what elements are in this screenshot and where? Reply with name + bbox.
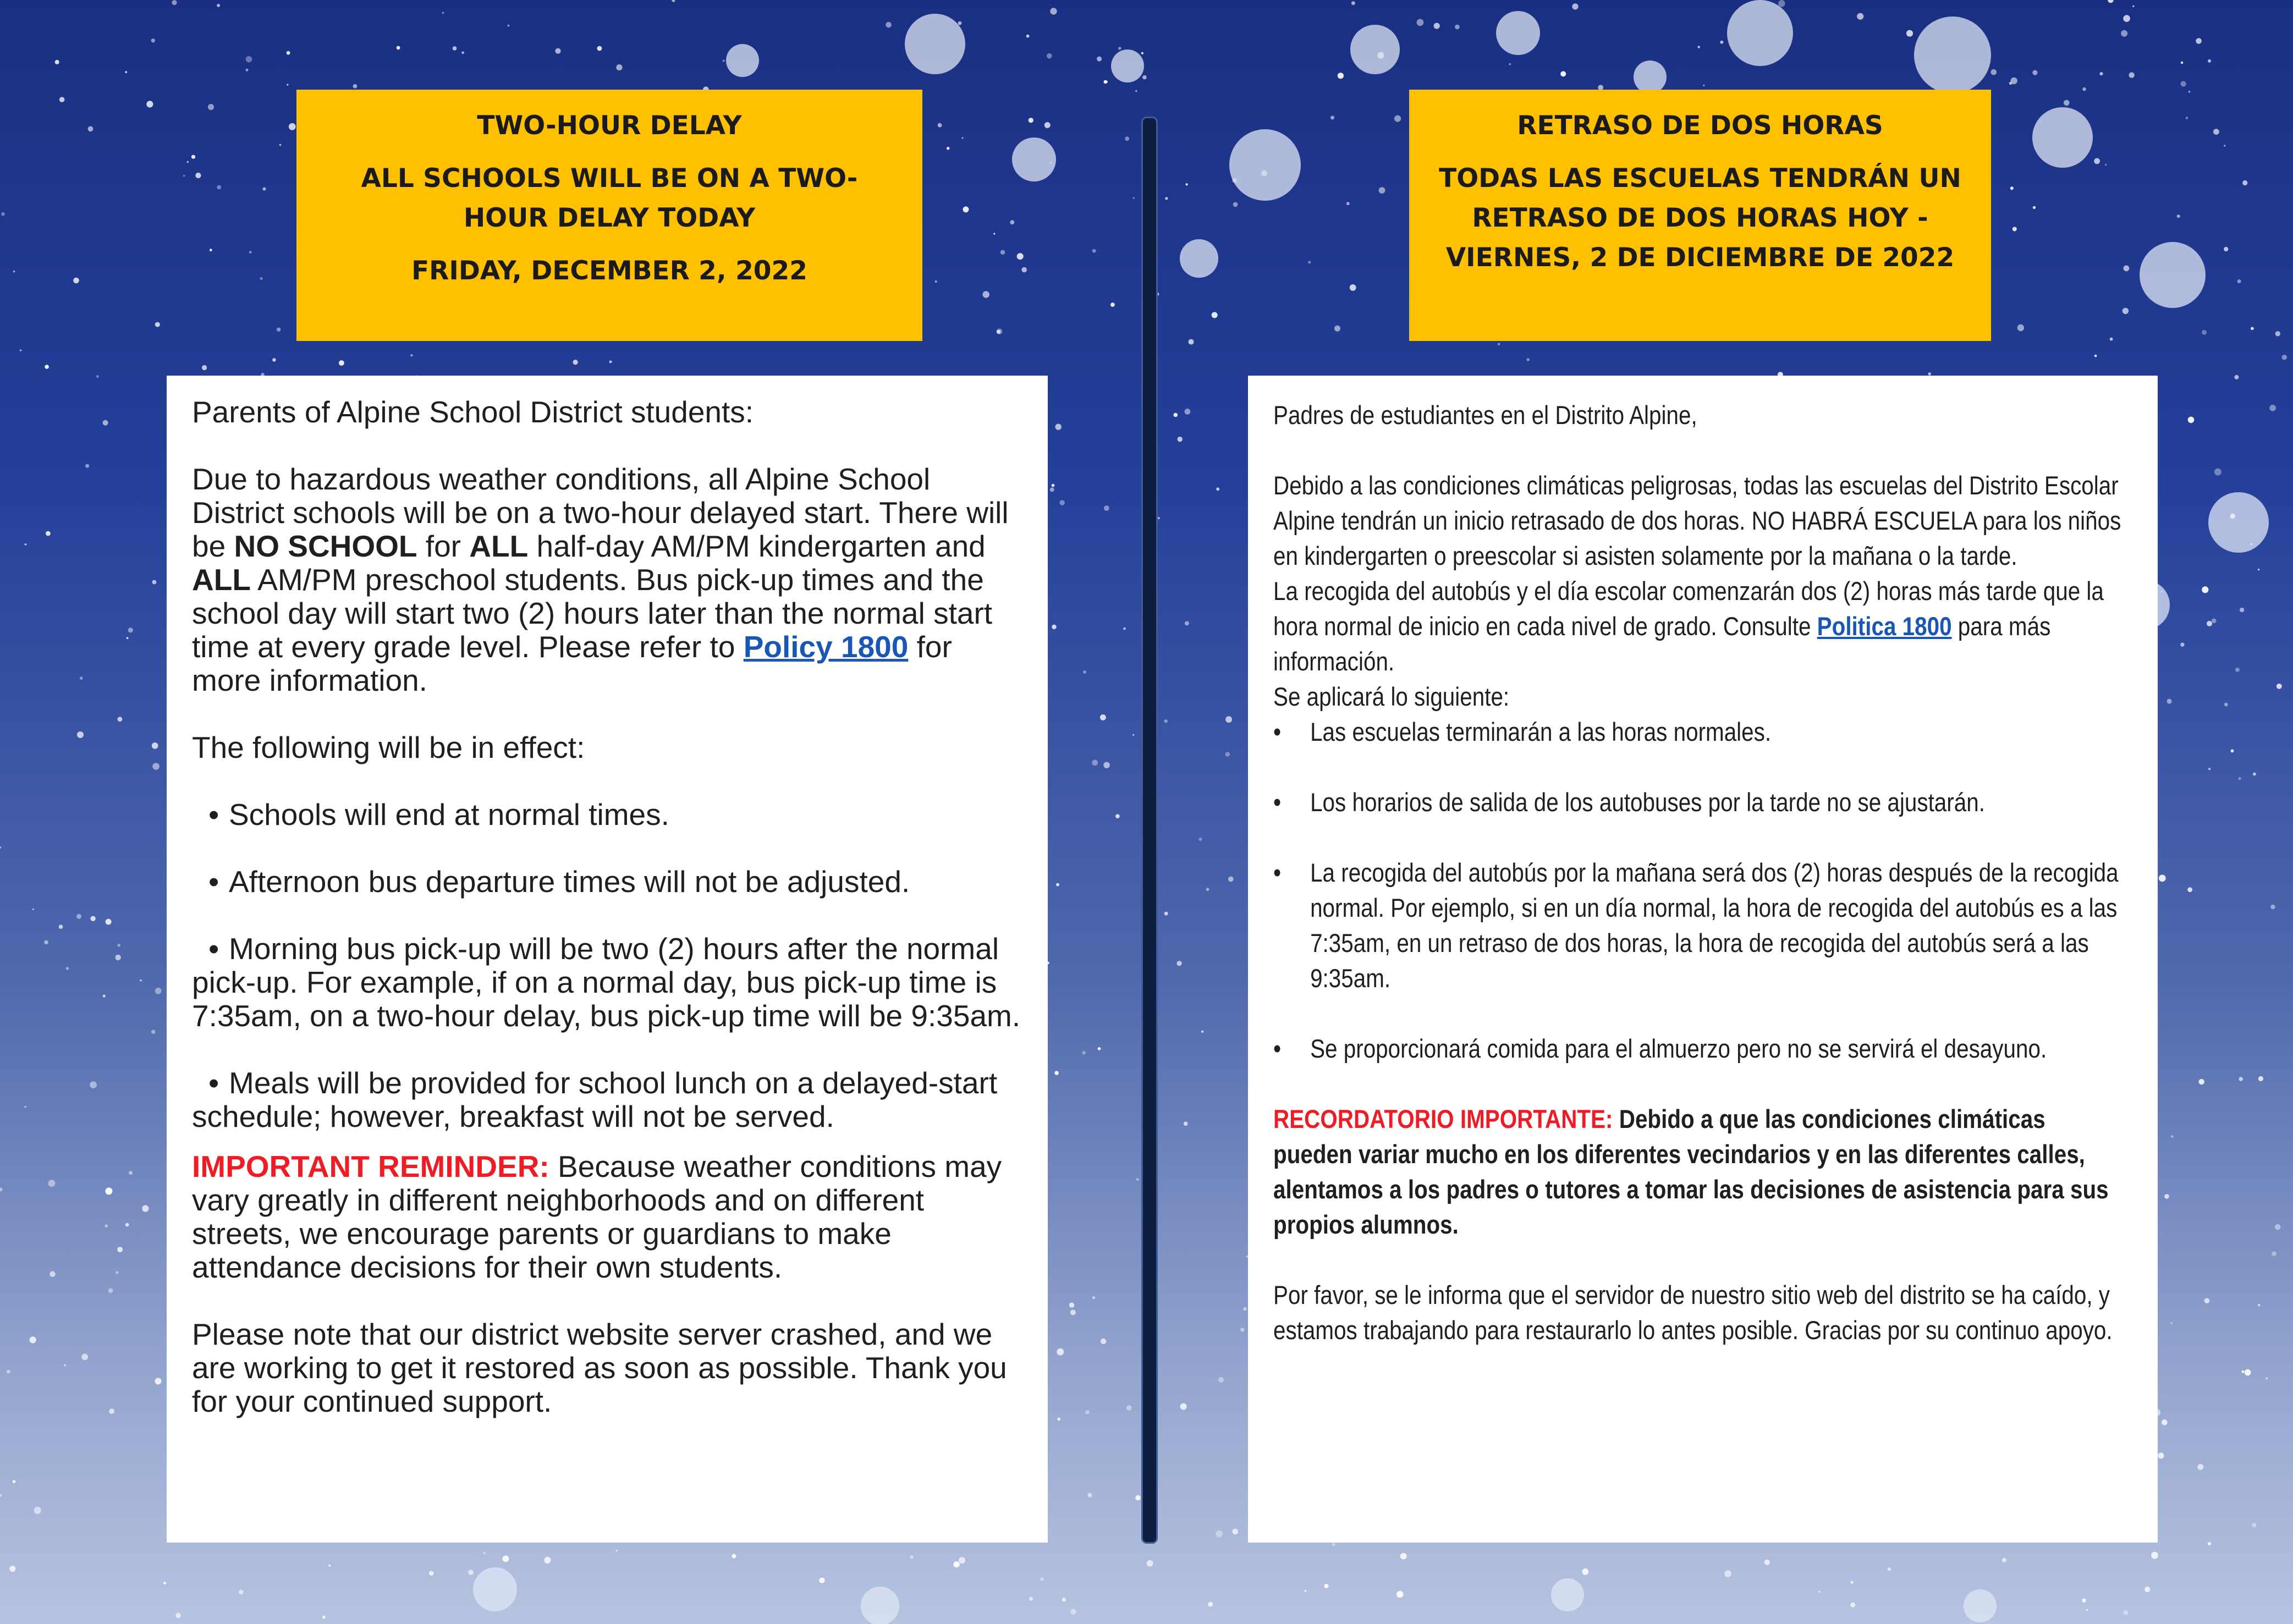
banner-title: TWO-HOUR DELAY [477, 111, 742, 141]
policy-link[interactable]: Policy 1800 [743, 630, 909, 664]
column-divider [1141, 117, 1158, 1544]
in-effect-heading: Se aplicará lo siguiente: [1273, 682, 1510, 711]
greeting: Parents of Alpine School District students: [192, 395, 754, 429]
important-reminder: IMPORTANT REMINDER: Because weather conditions may vary greatly in different neighborhoods and on different streets, we encourage parents or guardians to make attendance decisions for their own students. [192, 1149, 1002, 1284]
policy-link[interactable]: Politica 1800 [1817, 612, 1952, 641]
list-item: • Morning bus pick-up will be two (2) hours after the normal pick-up. For example, if on a normal day, bus pick-up time is 7:35am, on a two-hour delay, bus pick-up time will be 9:35am. [192, 932, 1021, 1033]
list-item: • Afternoon bus departure times will not be adjusted. [208, 865, 910, 899]
spanish-notice-panel [1248, 376, 2158, 1543]
banner-date: FRIDAY, DECEMBER 2, 2022 [411, 256, 807, 286]
closing-paragraph: Por favor, se le informa que el servidor de nuestro sitio web del distrito se ha caído, y estamos trabajando para restaurarlo lo antes posible. Gracias por su continuo apoyo. [1273, 1280, 2113, 1345]
effects-list [1273, 714, 2130, 1066]
banner-subtitle: ALL SCHOOLS WILL BE ON A TWO-HOUR DELAY TODAY [361, 163, 858, 233]
spanish-header-banner [1409, 90, 1991, 341]
closing-paragraph: Please note that our district website server crashed, and we are working to get it restored as soon as possible. Thank you for your continued support. [192, 1317, 1007, 1418]
important-reminder: RECORDATORIO IMPORTANTE: Debido a que las condiciones climáticas pueden variar mucho en los diferentes vecindarios y en las diferentes calles, alentamos a los padres o tutores a tomar las decisiones de asistencia para sus propios alumnos. [1273, 1104, 2109, 1239]
english-header-banner [296, 90, 922, 341]
greeting: Padres de estudiantes en el Distrito Alpine, [1273, 400, 1697, 430]
list-item: • Schools will end at normal times. [208, 797, 669, 832]
list-item: • Meals will be provided for school lunch on a delayed-start schedule; however, breakfast will not be served. [192, 1066, 998, 1133]
effects-list [192, 798, 1026, 1133]
intro-paragraph-2: La recogida del autobús y el día escolar comenzarán dos (2) horas más tarde que la hora normal de inicio en cada nivel de grado. Consulte Politica 1800 para más información. [1273, 576, 2104, 676]
banner-subtitle: TODAS LAS ESCUELAS TENDRÁN UN RETRASO DE DOS HORAS HOY - VIERNES, 2 DE DICIEMBRE DE 2022 [1439, 163, 1961, 273]
list-item: • Se proporcionará comida para el almuerzo pero no se servirá el desayuno. [1273, 1034, 2047, 1063]
list-item: • Los horarios de salida de los autobuses por la tarde no se ajustarán. [1273, 788, 1985, 817]
list-item: • Las escuelas terminarán a las horas normales. [1273, 717, 1772, 746]
intro-paragraph: Debido a las condiciones climáticas peligrosas, todas las escuelas del Distrito Escolar Alpine tendrán un inicio retrasado de dos horas. NO HABRÁ ESCUELA para los niños en kindergarten o preescolar si asisten solamente por la mañana o la tarde. [1273, 471, 2121, 570]
list-item: • La recogida del autobús por la mañana será dos (2) horas después de la recogida normal. Por ejemplo, si en un día normal, la hora de recogida del autobús es a las 7:35am, en un retraso de dos horas, la hora de recogida del autobús será a las 9:35am. [1273, 858, 2119, 993]
english-notice-panel [167, 376, 1048, 1543]
banner-title: RETRASO DE DOS HORAS [1517, 111, 1883, 141]
intro-paragraph: Due to hazardous weather conditions, all Alpine School District schools will be on a two-hour delayed start. There will be NO SCHOOL for ALL half-day AM/PM kindergarten and ALL AM/PM preschool students. Bus pick-up times and the school day will start two (2) hours later than the normal start time at every grade level. Please refer to Policy 1800 for more information. [192, 462, 1009, 697]
in-effect-heading: The following will be in effect: [192, 730, 585, 764]
